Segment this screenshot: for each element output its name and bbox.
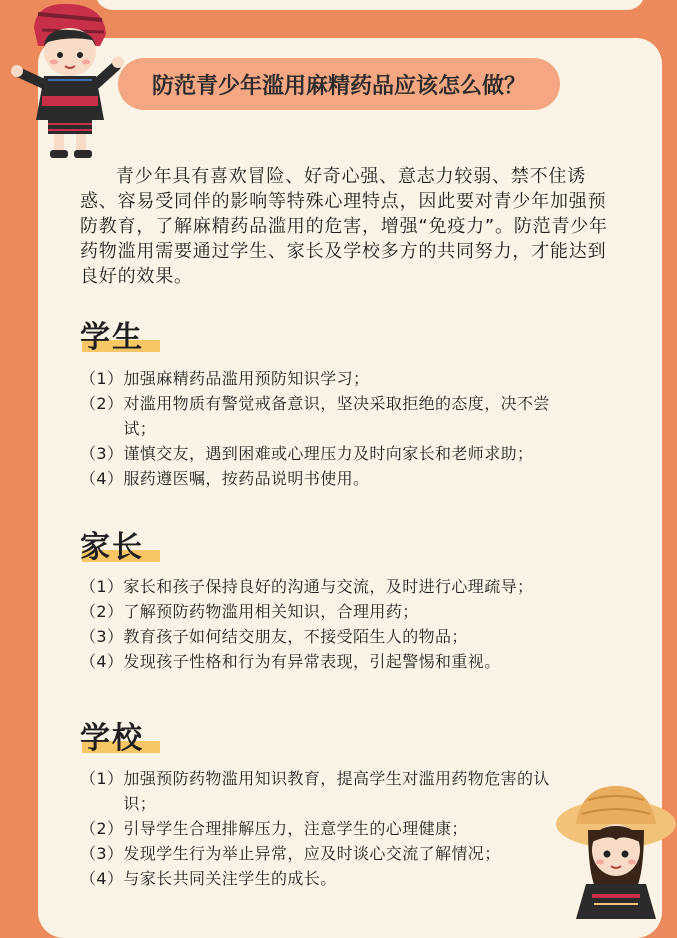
parents-list [80,574,620,674]
list-item: （2） 对滥用物质有警觉戒备意识，坚决采取拒绝的态度，决不尝试； [80,394,550,438]
school-list [80,766,620,891]
list-item: （4） 与家长共同关注学生的成长。 [80,869,337,888]
girl-straw-hat-character [552,780,677,919]
list-item: （3） 教育孩子如何结交朋友，不接受陌生人的物品； [80,627,468,646]
list-item: （1） 加强麻精药品滥用预防知识学习； [80,369,370,388]
students-list [80,366,620,491]
list-item: （1） 加强预防药物滥用知识教育，提高学生对滥用药物危害的认识； [80,769,550,813]
list-item: （2） 了解预防药物滥用相关知识，合理用药； [80,602,419,621]
section-heading-students: 学生 [80,312,144,356]
list-item: （3） 发现学生行为举止异常，应及时谈心交流了解情况； [80,844,501,863]
page-title: 防范青少年滥用麻精药品应该怎么做？ [118,58,560,110]
list-item: （1） 家长和孩子保持良好的沟通与交流，及时进行心理疏导； [80,577,534,596]
list-item: （3） 谨慎交友，遇到困难或心理压力及时向家长和老师求助； [80,444,534,463]
girl-headscarf-character [8,0,126,165]
intro-paragraph: 青少年具有喜欢冒险、好奇心强、意志力较弱、禁不住诱惑、容易受同伴的影响等特殊心理特点，因此要对青少年加强预防教育，了解麻精药品滥用的危害，增强“免疫力”。防范青少年药物滥用需要通过学生、家长及学校多方的共同努力，才能达到良好的效果。 [80,166,608,287]
list-item: （4） 服药遵医嘱，按药品说明书使用。 [80,469,370,488]
section-heading-school: 学校 [80,713,144,757]
list-item: （4） 发现孩子性格和行为有异常表现，引起警惕和重视。 [80,652,501,671]
list-item: （2） 引导学生合理排解压力，注意学生的心理健康； [80,819,468,838]
section-heading-parents: 家长 [80,522,144,566]
top-card-strip [95,0,645,10]
